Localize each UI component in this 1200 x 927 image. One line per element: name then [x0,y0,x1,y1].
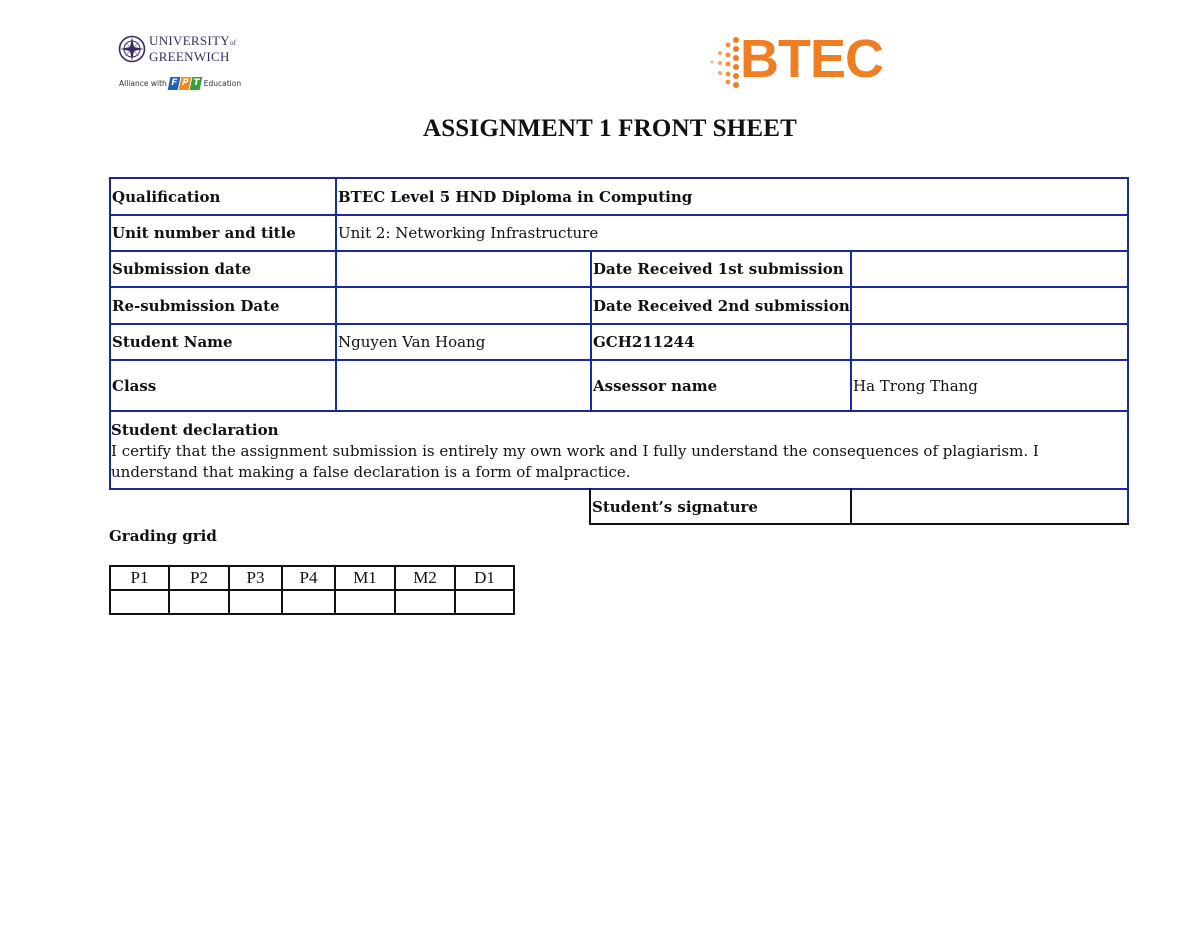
grade-header-p3: P3 [229,566,282,590]
date-received-1st-label: Date Received 1st submission [593,260,844,278]
grade-cell-p1 [110,590,169,614]
submission-date-label: Submission date [112,260,252,278]
assessor-name-value: Ha Trong Thang [853,376,978,395]
fpt-alliance: Alliance with F P T Education [119,77,242,88]
grade-cell-p3 [229,590,282,614]
unit-label: Unit number and title [112,224,296,242]
fpt-logo: F P T [169,77,202,90]
student-name-value: Nguyen Van Hoang [338,333,486,351]
class-label: Class [112,376,157,395]
grade-cell-p4 [282,590,335,614]
student-name-label: Student Name [112,333,233,351]
grading-grid-label: Grading grid [109,527,217,545]
qualification-value: BTEC Level 5 HND Diploma in Computing [338,187,693,206]
btec-logo [706,29,896,93]
grade-header-m2: M2 [395,566,455,590]
student-extra-value [852,325,1127,359]
grade-cell-m2 [395,590,455,614]
grading-grid-table [109,565,515,615]
grade-header-p2: P2 [169,566,229,590]
grade-cell-p2 [169,590,229,614]
student-signature-field [852,490,1127,524]
declaration-heading: Student declaration [111,421,279,439]
grade-cell-m1 [335,590,395,614]
date-received-2nd-label: Date Received 2nd submission [593,296,850,315]
university-greenwich-logo [118,33,258,93]
qualification-label: Qualification [112,187,221,206]
btec-wordmark: BTEC [740,29,883,89]
greenwich-wordmark: UNIVERSITYof GREENWICH [149,33,237,64]
grade-header-p1: P1 [110,566,169,590]
grading-value-row [110,590,514,614]
student-id: GCH211244 [593,333,695,351]
date-received-1st-value [852,252,1127,286]
page-title: ASSIGNMENT 1 FRONT SHEET [422,115,798,142]
resubmission-date-value [337,288,589,323]
student-signature-label: Student’s signature [592,498,758,516]
submission-date-value [337,252,589,286]
student-declaration [111,420,1121,483]
grade-header-p4: P4 [282,566,335,590]
unit-value: Unit 2: Networking Infrastructure [338,224,599,242]
class-value [337,361,589,410]
assessor-name-label: Assessor name [593,376,718,395]
resubmission-date-label: Re-submission Date [112,296,280,315]
grade-header-m1: M1 [335,566,395,590]
grade-cell-d1 [455,590,514,614]
btec-dots-icon [706,35,742,91]
grading-header-row [110,566,514,590]
compass-seal-icon [118,35,146,63]
declaration-text: I certify that the assignment submission is entirely my own work and I fully understand the consequences of plagiarism. I understand that making a false declaration is a form of malpractice. [111,442,1039,481]
grade-header-d1: D1 [455,566,514,590]
date-received-2nd-value [852,288,1127,323]
